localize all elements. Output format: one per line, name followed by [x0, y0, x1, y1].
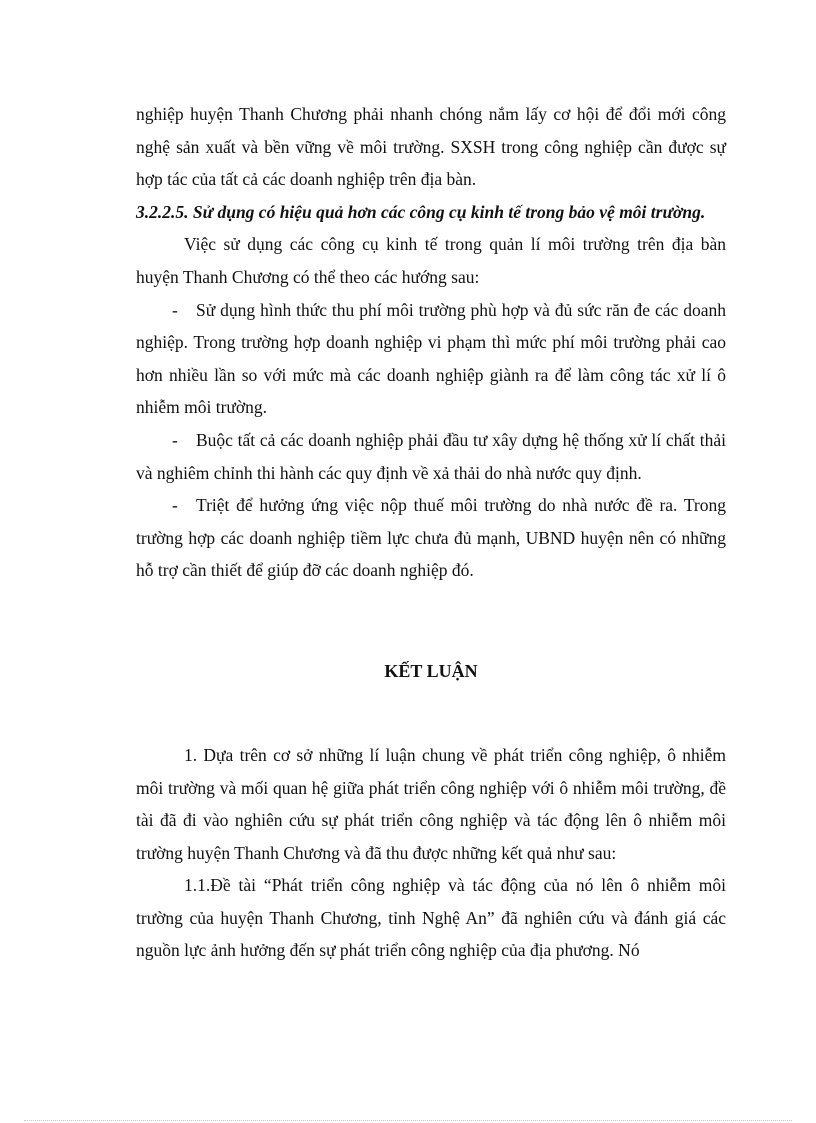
- bullet-marker: -: [172, 299, 178, 320]
- document-page: [136, 98, 726, 967]
- bullet-item: [136, 489, 726, 587]
- bullet-text: Triệt để hưởng ứng việc nộp thuế môi trường do nhà nước đề ra. Trong trường hợp các doanh nghiệp tiềm lực chưa đủ mạnh, UBND huyện nên có những hỗ trợ cần thiết để giúp đỡ các doanh nghiệp đó.: [136, 495, 726, 581]
- conclusion-title: KẾT LUẬN: [384, 660, 478, 681]
- section-heading: 3.2.2.5. Sử dụng có hiệu quả hơn các công cụ kinh tế trong bảo vệ môi trường.: [136, 201, 706, 222]
- page-bottom-divider: [24, 1120, 792, 1121]
- conclusion-paragraph-1: 1. Dựa trên cơ sở những lí luận chung về phát triển công nghiệp, ô nhiễm môi trường và mối quan hệ giữa phát triển công nghiệp với ô nhiễm môi trường, đề tài đã đi vào nghiên cứu sự phát triển công nghiệp và tác động lên ô nhiễm môi trường huyện Thanh Chương và đã thu được những kết quả như sau:: [136, 744, 726, 863]
- bullet-item: [136, 424, 726, 489]
- paragraph-continued: nghiệp huyện Thanh Chương phải nhanh chóng nắm lấy cơ hội để đổi mới công nghệ sản xuất và bền vững về môi trường. SXSH trong công nghiệp cần được sự hợp tác của tất cả các doanh nghiệp trên địa bàn.: [136, 104, 726, 190]
- intro-paragraph: Việc sử dụng các công cụ kinh tế trong quản lí môi trường trên địa bàn huyện Thanh Chương có thể theo các hướng sau:: [136, 234, 726, 287]
- bullet-item: [136, 294, 726, 424]
- conclusion-paragraph-2: 1.1.Đề tài “Phát triển công nghiệp và tác động của nó lên ô nhiễm môi trường của huyện Thanh Chương, tỉnh Nghệ An” đã nghiên cứu và đánh giá các nguồn lực ảnh hưởng đến sự phát triển công nghiệp của địa phương. Nó: [136, 875, 726, 961]
- bullet-marker: -: [172, 495, 178, 516]
- bullet-text: Sử dụng hình thức thu phí môi trường phù hợp và đủ sức răn đe các doanh nghiệp. Trong trường hợp doanh nghiệp vi phạm thì mức phí môi trường phải cao hơn nhiều lần so với mức mà các doanh nghiệp giành ra để làm công tác xử lí ô nhiễm môi trường.: [136, 299, 726, 418]
- bullet-text: Buộc tất cả các doanh nghiệp phải đầu tư xây dựng hệ thống xử lí chất thải và nghiêm chỉnh thi hành các quy định về xả thải do nhà nước quy định.: [136, 429, 726, 483]
- bullet-marker: -: [172, 429, 178, 450]
